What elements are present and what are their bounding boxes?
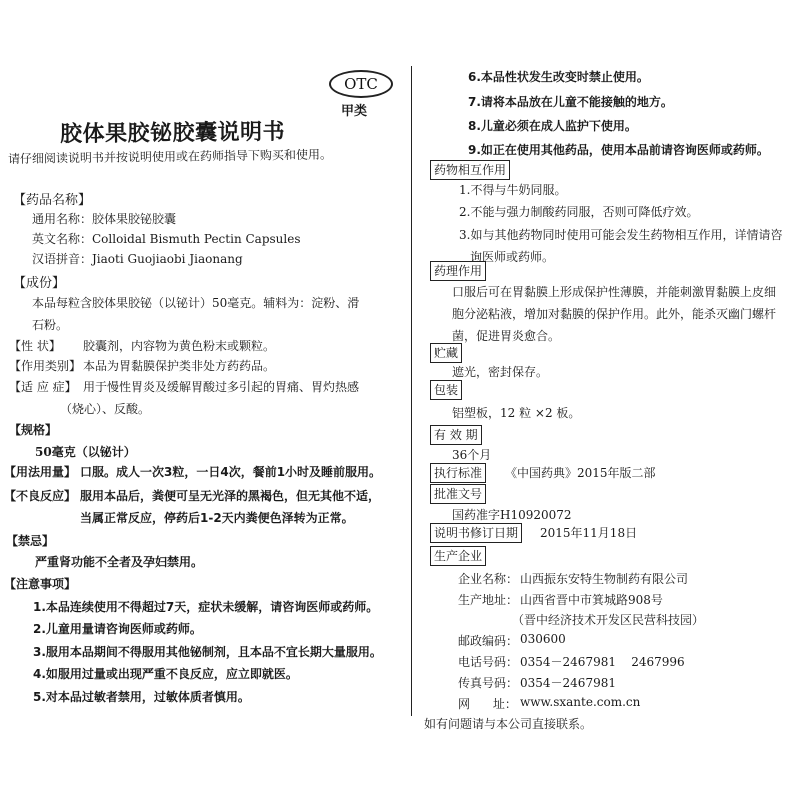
adverse-line-2: 当属正常反应，停药后1-2天内粪便色泽转为正常。: [80, 511, 354, 525]
pharmacology-label: 药理作用: [430, 261, 486, 281]
phone-number: 0354－2467981 2467996: [520, 655, 685, 669]
website-url: www.sxante.com.cn: [520, 695, 641, 709]
category-section-text: 本品为胃黏膜保护类非处方药药品。: [83, 359, 276, 373]
precaution-item: 1.本品连续使用不得超过7天，症状未缓解，请咨询医师或药师。: [33, 600, 379, 614]
storage-label: 贮藏: [430, 343, 462, 363]
address-line-2: （晋中经济技术开发区民营科技园）: [512, 613, 705, 627]
precaution-item: 5.对本品过敏者禁用，过敏体质者慎用。: [33, 690, 250, 704]
pharmacology-line: 菌，促进胃炎愈合。: [452, 329, 561, 343]
precaution-item: 7.请将本品放在儿童不能接触的地方。: [468, 95, 673, 109]
english-name: 英文名称：Colloidal Bismuth Pectin Capsules: [32, 232, 301, 246]
revision-date-label: 说明书修订日期: [430, 523, 522, 543]
document-subtitle: 请仔细阅读说明书并按说明使用或在药师指导下购买和使用。: [7, 147, 333, 166]
interaction-item: 3.如与其他药物同时使用可能会发生药物相互作用，详情请咨: [459, 228, 783, 242]
company-name: 山西振东安特生物制药有限公司: [520, 572, 689, 586]
ingredients-label: 【成份】: [13, 276, 66, 291]
contraindications-label: 【禁忌】: [6, 534, 55, 548]
interaction-item: 1.不得与牛奶同服。: [459, 183, 567, 197]
dosage-label: 【用法用量】: [4, 465, 77, 479]
pinyin-name: 汉语拼音：Jiaoti Guojiaobi Jiaonang: [32, 252, 243, 266]
company-name-label: 企业名称：: [458, 572, 519, 586]
standard-text: 《中国药典》2015年版二部: [505, 466, 656, 480]
indications-line-2: （烧心）、反酸。: [60, 402, 151, 416]
address-label: 生产地址：: [458, 593, 519, 607]
indications-label: 【适 应 症】: [9, 380, 77, 394]
interaction-item: 询医师或药师。: [470, 250, 555, 264]
address: 山西省晋中市箕城路908号: [520, 593, 663, 607]
manufacturer-label: 生产企业: [430, 546, 486, 566]
zip-code: 030600: [520, 632, 566, 646]
ingredients-line-2: 石粉。: [32, 318, 69, 332]
precaution-item: 9.如正在使用其他药品，使用本品前请咨询医师或药师。: [468, 143, 769, 157]
precaution-item: 2.儿童用量请咨询医师或药师。: [33, 622, 202, 636]
contraindications-text: 严重肾功能不全者及孕妇禁用。: [35, 555, 204, 569]
indications-line-1: 用于慢性胃炎及缓解胃酸过多引起的胃痛、胃灼热感: [83, 380, 360, 394]
precaution-item: 6.本品性状发生改变时禁止使用。: [468, 70, 649, 84]
storage-text: 遮光，密封保存。: [452, 365, 549, 379]
approval-number: 国药准字H10920072: [452, 508, 572, 522]
dosage-text: 口服。成人一次3粒，一日4次，餐前1小时及睡前服用。: [80, 465, 382, 479]
package-text: 铝塑板，12 粒 ×2 板。: [452, 406, 581, 420]
validity-text: 36个月: [452, 448, 492, 462]
drug-name-label: 【药品名称】: [13, 193, 92, 208]
fax-number: 0354－2467981: [520, 676, 616, 690]
fax-label: 传真号码：: [458, 676, 519, 690]
validity-label: 有 效 期: [430, 425, 482, 445]
zip-label: 邮政编码：: [458, 634, 519, 648]
pharmacology-line: 口服后可在胃黏膜上形成保护性薄膜，并能刺激胃黏膜上皮细: [452, 285, 777, 299]
pharmacology-line: 胞分泌粘液，增加对黏膜的保护作用。此外，能杀灭幽门螺杆: [452, 307, 777, 321]
approval-label: 批准文号: [430, 484, 486, 504]
spec-label: 【规格】: [9, 423, 58, 437]
category-label: 甲类: [341, 104, 368, 119]
otc-badge: OTC: [329, 70, 393, 98]
column-divider: [411, 66, 412, 716]
precaution-item: 4.如服用过量或出现严重不良反应，应立即就医。: [33, 667, 298, 681]
appearance-text: 胶囊剂，内容物为黄色粉末或颗粒。: [83, 339, 276, 353]
website-label: 网 址：: [458, 697, 517, 711]
spec-text: 50毫克（以铋计）: [35, 445, 136, 459]
phone-label: 电话号码：: [458, 655, 519, 669]
interaction-item: 2.不能与强力制酸药同服，否则可降低疗效。: [459, 205, 699, 219]
adverse-line-1: 服用本品后，粪便可呈无光泽的黑褐色，但无其他不适，: [80, 489, 381, 503]
footer-contact-note: 如有问题请与本公司直接联系。: [424, 717, 593, 731]
document-title: 胶体果胶铋胶囊说明书: [59, 119, 286, 148]
category-section-label: 【作用类别】: [9, 359, 82, 373]
package-label: 包装: [430, 380, 462, 400]
generic-name: 通用名称：胶体果胶铋胶囊: [32, 212, 177, 226]
interactions-label: 药物相互作用: [430, 160, 510, 180]
revision-date: 2015年11月18日: [540, 526, 638, 540]
precaution-item: 3.服用本品期间不得服用其他铋制剂，且本品不宜长期大量服用。: [33, 645, 382, 659]
ingredients-line-1: 本品每粒含胶体果胶铋（以铋计）50毫克。辅料为：淀粉、滑: [32, 296, 360, 310]
precautions-label: 【注意事项】: [4, 577, 77, 591]
adverse-label: 【不良反应】: [4, 489, 77, 503]
precaution-item: 8.儿童必须在成人监护下使用。: [468, 119, 637, 133]
appearance-label: 【性 状】: [9, 339, 61, 353]
standard-label: 执行标准: [430, 463, 486, 483]
